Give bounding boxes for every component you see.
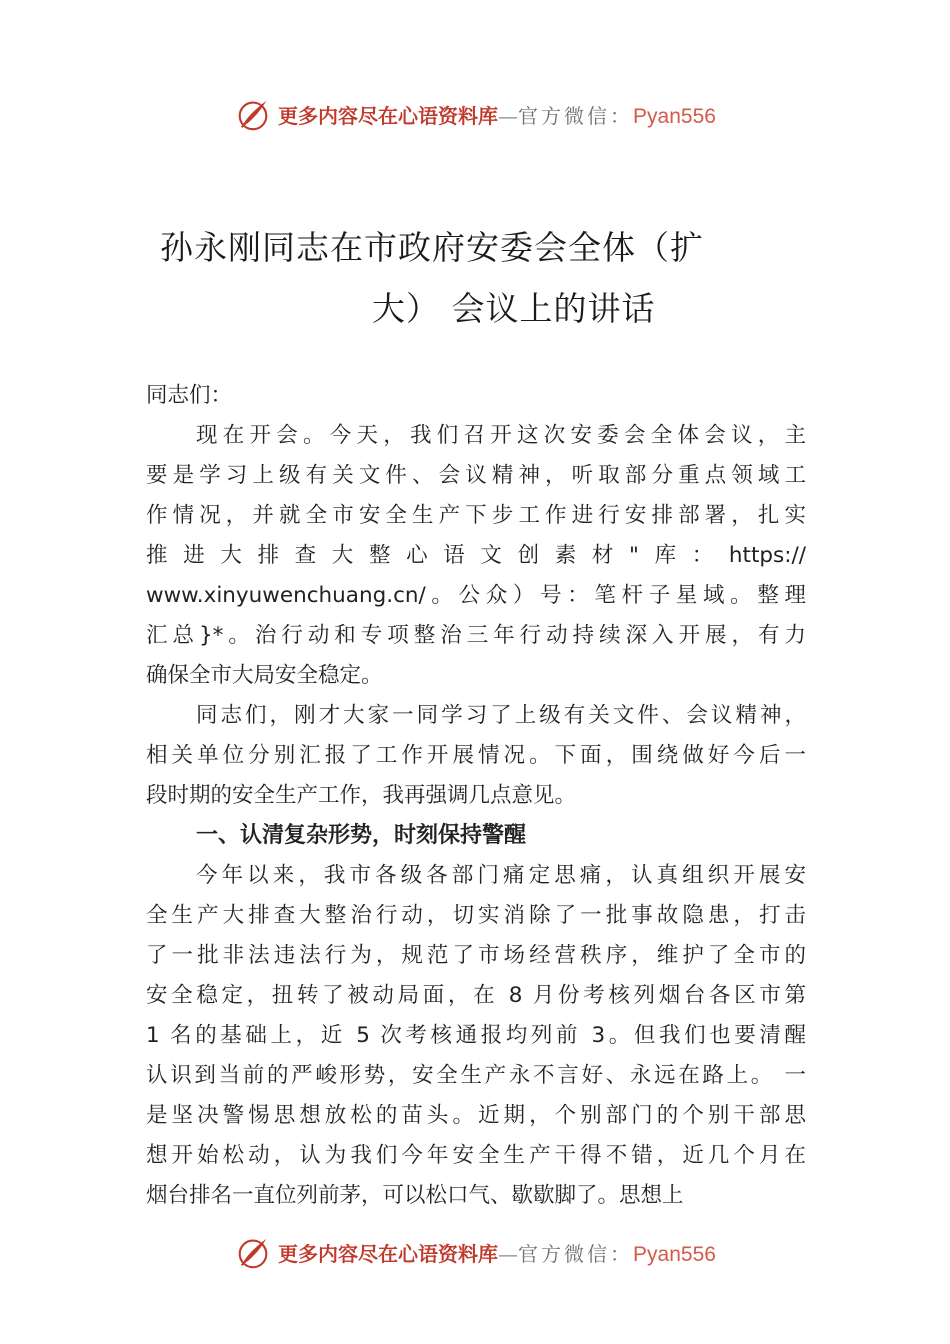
quill-pen-icon [234,1233,272,1271]
banner-label: 官方微信： [518,1241,634,1266]
salutation: 同志们： [146,383,233,408]
section-heading-1: 一、认清复杂形势，时刻保持警醒 [196,823,527,848]
paragraph-line: 安全稳定，扭转了被动局面，在 8 月份考核列烟台各区市第 [146,983,806,1008]
paragraph-line: www.xinyuwenchuang.cn/。公众）号：笔杆子星域。整理 [146,583,806,608]
document-title-line-2: 大） 会议上的讲话 [372,289,656,328]
banner-brand: 更多内容尽在心语资料库 [278,103,499,128]
paragraph-2 [146,696,806,816]
banner-separator: — [498,103,519,128]
document-title-line-1: 孙永刚同志在市政府安委会全体（扩 [160,228,704,267]
paragraph-line: 想开始松动，认为我们今年安全生产干得不错，近几个月在 [146,1143,806,1168]
footer-banner [0,1232,950,1272]
paragraph-line: 今年以来，我市各级各部门痛定思痛，认真组织开展安 [196,863,806,888]
banner-wechat-id: Pyan556 [633,1242,716,1266]
paragraph-line: 要是学习上级有关文件、会议精神，听取部分重点领域工 [146,463,806,488]
paragraph-line: 了一批非法违法行为，规范了市场经营秩序，维护了全市的 [146,943,806,968]
banner-separator: — [498,1241,519,1266]
paragraph-line: 汇总}*。治行动和专项整治三年行动持续深入开展，有力 [146,623,806,648]
paragraph-line: 认识到当前的严峻形势，安全生产永不言好、永远在路上。 一 [146,1063,806,1088]
paragraph-line: 段时期的安全生产工作，我再强调几点意见。 [146,783,577,808]
quill-pen-icon [234,95,272,133]
document-body [146,376,806,1216]
paragraph-line: 同志们，刚才大家一同学习了上级有关文件、会议精神， [196,703,806,728]
paragraph-line: 确保全市大局安全稳定。 [146,663,383,688]
banner-text [278,100,716,129]
banner-label: 官方微信： [518,103,634,128]
paragraph-3 [146,856,806,1216]
paragraph-line: 作情况，并就全市安全生产下步工作进行安排部署，扎实 [146,503,806,528]
paragraph-line: 推进大排查大整心语文创素材"库：https:// [146,543,806,568]
paragraph-1 [146,416,806,696]
banner-text [278,1238,716,1267]
banner-wechat-id: Pyan556 [633,104,716,128]
paragraph-line: 相关单位分别汇报了工作开展情况。下面，围绕做好今后一 [146,743,806,768]
paragraph-line: 现在开会。今天，我们召开这次安委会全体会议，主 [196,423,806,448]
banner-brand: 更多内容尽在心语资料库 [278,1241,499,1266]
header-banner [0,94,950,134]
paragraph-line: 1 名的基础上，近 5 次考核通报均列前 3。但我们也要清醒 [146,1023,806,1048]
paragraph-line: 烟台排名一直位列前茅，可以松口气、歇歇脚了。思想上 [146,1183,684,1208]
paragraph-line: 是坚决警惕思想放松的苗头。近期，个别部门的个别干部思 [146,1103,806,1128]
paragraph-line: 全生产大排查大整治行动，切实消除了一批事故隐患，打击 [146,903,806,928]
